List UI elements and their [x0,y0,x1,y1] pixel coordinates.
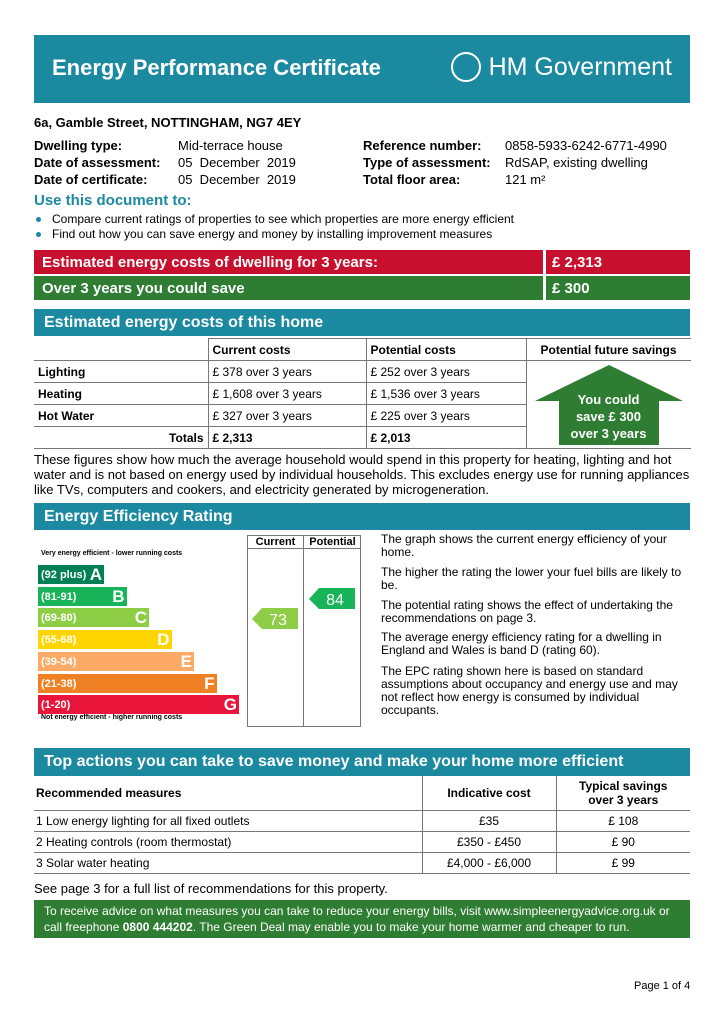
table-header-row [34,776,690,810]
header-current: Current costs [208,339,366,361]
figures-note: These figures show how much the average household would spend in this property for heating, lighting and hot water and is not based on energy used by individual households. This excludes energy use for running appliances like TVs, computers and cookers, and electricity generated by microgeneration. [34,452,690,497]
efficiency-note: The graph shows the current energy efficiency of your home. [381,532,667,559]
potential-column [304,535,361,727]
save-label: Over 3 years you could save [42,280,245,297]
rating-band-f: (21-38) F [38,674,217,693]
table-row: 3 Solar water heating £4,000 - £6,000 £ 99 [34,852,690,873]
savings-text: You could save £ 300 over 3 years [570,392,647,441]
table-row: 2 Heating controls (room thermostat) £350 - £450 £ 90 [34,831,690,852]
header-potential: Potential costs [366,339,526,361]
see-page-note: See page 3 for a full list of recommendations for this property. [34,881,388,896]
rating-band-e: (39-54) E [38,652,194,671]
cost-value: £ 2,313 [552,254,603,271]
bullet-icon [36,217,41,222]
col-potential: Potential [309,536,356,548]
rating-band-g: (1-20) G [38,695,239,714]
address: 6a, Gamble Street, NOTTINGHAM, NG7 4EY [34,115,302,130]
rating-band-d: (55-68) D [38,630,172,649]
header-future: Potential future savings [526,339,691,361]
header-savings: Typical savings over 3 years [556,776,690,810]
reference-number: 0858-5933-6242-6771-4990 [505,138,667,153]
assessment-date-label: Date of assessment: [34,155,161,170]
table-header-row [34,339,691,361]
cost-bar [34,250,690,274]
header-cost: Indicative cost [422,776,556,810]
costs-table [34,338,691,449]
current-rating-arrow [252,608,300,630]
rating-band-b: (81-91) B [38,587,127,606]
page-title: Energy Performance Certificate [52,55,381,80]
use-bullet: Find out how you can save energy and money by installing improvement measures [36,227,492,241]
efficiency-note: The EPC rating shown here is based on standard assumptions about occupancy and energy use and may not reflect how energy is consumed by individual occupants. [381,664,678,717]
footer-banner: To receive advice on what measures you can take to reduce your energy bills, visit www.simpleenergyadvice.org.uk or call freephone 0800 444202. The Green Deal may enable you to make your home warmer and cheaper to run. [34,900,690,938]
current-column [247,535,304,727]
table-row: Heating £ 1,608 over 3 years £ 1,536 over 3 years [34,383,691,405]
efficiency-note: The average energy efficiency rating for a dwelling in England and Wales is band D (rating 60). [381,630,662,657]
current-rating: 73 [269,612,287,629]
divider [543,276,546,300]
header-measures: Recommended measures [36,785,182,800]
certificate-date: 05 December 2019 [178,172,296,187]
table-row: Lighting £ 378 over 3 years £ 252 over 3 years You could save £ 300 over 3 years [34,361,691,383]
header-banner [34,35,690,103]
assessment-date: 05 December 2019 [178,155,296,170]
certificate-date-label: Date of certificate: [34,172,148,187]
efficiency-note: The potential rating shows the effect of undertaking the recommendations on page 3. [381,598,673,625]
save-bar [34,276,690,300]
table-row: 1 Low energy lighting for all fixed outlets £35 £ 108 [34,810,690,831]
page-number: Page 1 of 4 [634,980,691,992]
divider [543,250,546,274]
govt-logo [451,52,672,82]
col-current: Current [255,536,296,548]
assessment-type: RdSAP, existing dwelling [505,155,648,170]
actions-table [34,776,690,874]
reference-label: Reference number: [363,138,482,153]
efficiency-section-title: Energy Efficiency Rating [34,503,690,530]
savings-cell [526,361,691,449]
dwelling-type-label: Dwelling type: [34,138,123,153]
floor-area: 121 m² [505,172,546,187]
use-bullet: Compare current ratings of properties to see which properties are more energy efficient [36,212,514,226]
cost-label: Estimated energy costs of dwelling for 3 years: [42,254,378,271]
potential-rating-arrow [309,588,357,610]
table-row: Hot Water £ 327 over 3 years £ 225 over 3 years [34,405,691,427]
rating-band-a: (92 plus) A [38,565,104,584]
bottom-label: Not energy efficient - higher running costs [41,714,183,721]
actions-section-title: Top actions you can take to save money and make your home more efficient [34,748,690,776]
freephone-number: 0800 444202 [122,920,193,934]
totals-row: Totals £ 2,313 £ 2,013 [34,427,691,449]
rating-band-c: (69-80) C [38,608,149,627]
save-value: £ 300 [552,280,590,297]
efficiency-note: The higher the rating the lower your fuel bills are likely to be. [381,565,682,592]
dwelling-type: Mid-terrace house [178,138,283,153]
potential-rating: 84 [326,592,344,609]
crest-icon [451,52,481,82]
assessment-type-label: Type of assessment: [363,155,491,170]
top-label: Very energy efficient - lower running costs [41,550,183,557]
govt-name: HM Government [488,52,672,81]
costs-section-title: Estimated energy costs of this home [34,309,690,336]
use-title: Use this document to: [34,192,192,209]
floor-area-label: Total floor area: [363,172,461,187]
bullet-icon [36,232,41,237]
